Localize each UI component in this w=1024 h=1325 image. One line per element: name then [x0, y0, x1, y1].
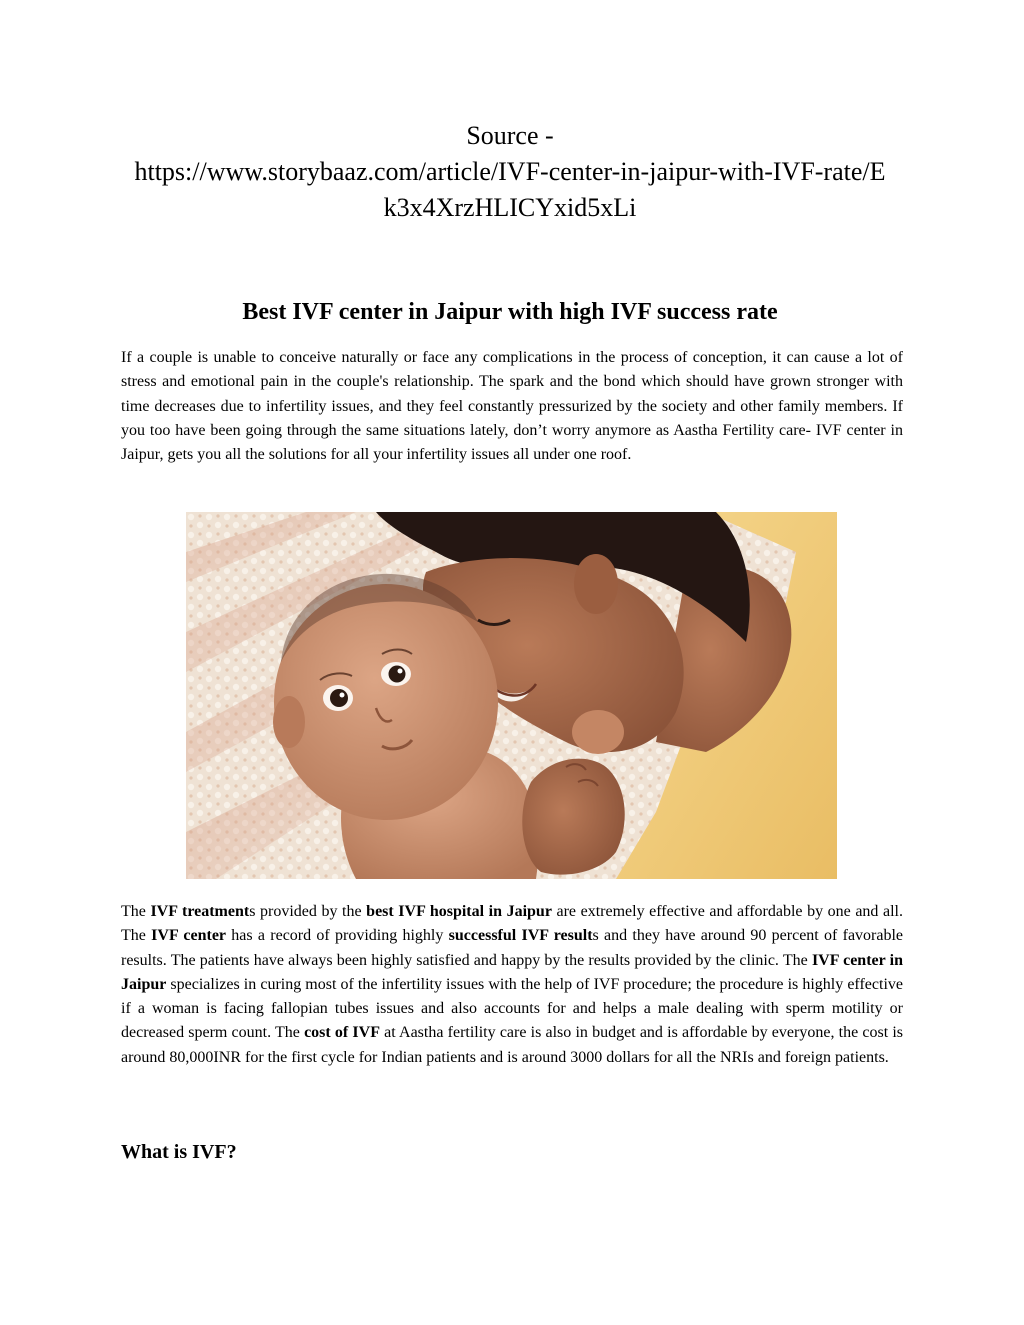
- body-text-4: has a record of providing highly: [226, 927, 449, 945]
- article-title: Best IVF center in Jaipur with high IVF success rate: [242, 299, 778, 325]
- link-successful-ivf-result: successful IVF result: [448, 927, 593, 945]
- body-text-5: s and they have around 90 percent of favorable results. The patients have always been highly satisfied and happy by the results provided by the clinic. The: [121, 927, 904, 969]
- link-cost-of-ivf: cost of IVF: [304, 1024, 380, 1042]
- link-ivf-treatment: IVF treatment: [150, 903, 250, 920]
- baby-hand: [572, 710, 624, 754]
- source-url-line-2: k3x4XrzHLICYxid5xLi: [383, 193, 637, 222]
- body-text-7: at Aastha fertility care is also in budget and is affordable by everyone, the cost is around 80,000INR for the first cycle for Indian patients and is around 3000 dollars for all the NRIs and foreign patients.: [121, 1024, 903, 1066]
- mother-hand: [522, 759, 624, 875]
- mother-baby-photo: [186, 512, 837, 879]
- link-best-ivf-hospital: best IVF hospital in Jaipur: [366, 903, 552, 920]
- source-url-line-1: https://www.storybaaz.com/article/IVF-center-in-jaipur-with-IVF-rate/E: [134, 157, 886, 186]
- intro-paragraph: If a couple is unable to conceive naturally or face any complications in the process of conception, it can cause a lot of stress and emotional pain in the couple's relationship. The spark and the bond which should have grown stronger with time decreases due to infertility issues, and they feel constantly pressurized by the society and other family members. If you too have been going through the same situations lately, don’t worry anymore as Aastha Fertility care- IVF center in Jaipur, gets you all the solutions for all your infertility issues all under one roof.: [121, 349, 903, 464]
- body-text-1: The: [121, 903, 151, 920]
- body-text-2: s provided by the: [249, 903, 367, 920]
- link-ivf-center-jaipur: IVF center in Jaipur: [121, 951, 903, 993]
- link-ivf-center: IVF center: [151, 927, 227, 945]
- section-heading-what-is-ivf: What is IVF?: [121, 1141, 237, 1163]
- body-text-3: are extremely effective and affordable by one and all. The: [121, 903, 904, 945]
- source-label: Source -: [466, 121, 554, 150]
- source-citation: [100, 118, 920, 226]
- treatment-paragraph: [121, 900, 903, 1070]
- body-text-6: specializes in curing most of the infertility issues with the help of IVF procedure; the procedure is highly effective if a woman is facing fallopian tubes issues and also accounts for and helps a male dealing with sperm motility or decreased sperm count. The: [121, 975, 903, 1042]
